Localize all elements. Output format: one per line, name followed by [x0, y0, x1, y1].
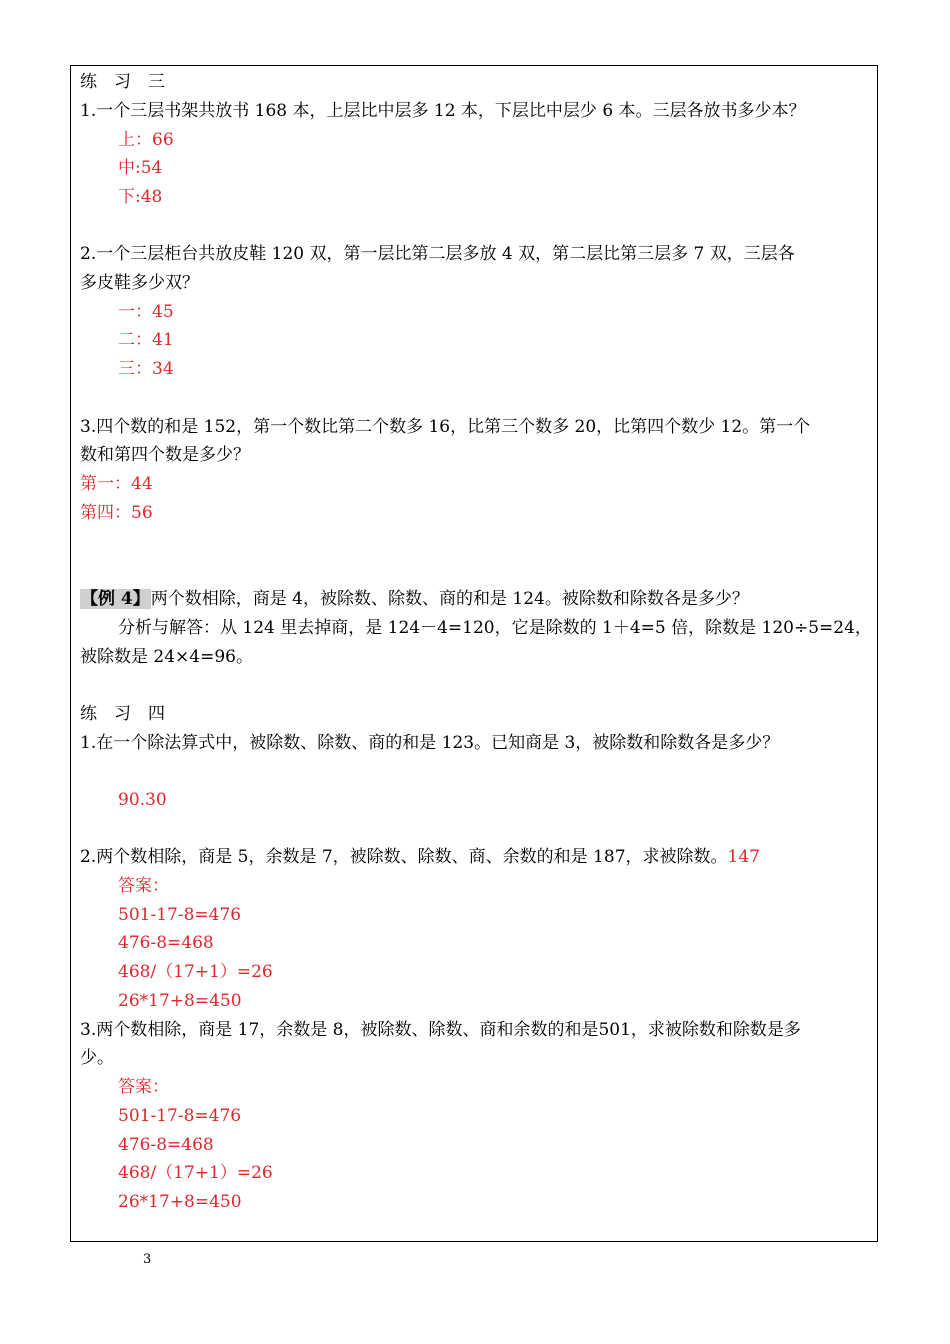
example-4-tag: 【例 4】 — [81, 589, 150, 609]
answer-3-2-first: 一：45 — [118, 302, 174, 322]
section-title-practice-4: 练 习 四 — [80, 704, 165, 724]
answer-step-4-3-1: 501-17-8=476 — [118, 1106, 242, 1126]
section-title-practice-3: 练 习 三 — [80, 72, 165, 92]
answer-step-4-3-4: 26*17+8=450 — [118, 1192, 242, 1212]
answer-step-4-3-2: 476-8=468 — [118, 1135, 214, 1155]
question-3-3-line-2: 数和第四个数是多少？ — [80, 445, 250, 465]
answer-3-2-third: 三：34 — [118, 359, 174, 379]
answer-3-2-second: 二：41 — [118, 330, 174, 350]
answer-step-4-2-3: 468/（17+1）=26 — [118, 962, 273, 982]
answer-3-1-middle: 中:54 — [118, 158, 163, 178]
answer-step-4-2-2: 476-8=468 — [118, 933, 214, 953]
question-3-2-line-1: 2.一个三层柜台共放皮鞋 120 双，第一层比第二层多放 4 双，第二层比第三层多 7 双，三层各 — [80, 244, 795, 264]
answer-3-3-fourth: 第四：56 — [80, 503, 153, 523]
example-4-question — [80, 585, 875, 614]
question-4-3-line-1: 3.两个数相除，商是 17，余数是 8，被除数、除数、商和余数的和是501，求被除数和除数是多 — [80, 1020, 801, 1040]
question-3-2-line-2: 多皮鞋多少双？ — [80, 273, 199, 293]
answer-step-4-3-3: 468/（17+1）=26 — [118, 1163, 273, 1183]
question-4-2-text: 2.两个数相除，商是 5，余数是 7，被除数、除数、商、余数的和是 187，求被除数。 — [80, 847, 728, 867]
answer-3-1-bottom: 下:48 — [118, 187, 163, 207]
question-3-3-line-1: 3.四个数的和是 152，第一个数比第二个数多 16，比第三个数多 20，比第四个数少 12。第一个 — [80, 417, 811, 437]
question-3-1: 1.一个三层书架共放书 168 本，上层比中层多 12 本，下层比中层少 6 本。三层各放书多少本？ — [80, 101, 806, 121]
example-4-analysis-line-2: 被除数是 24×4=96。 — [80, 647, 253, 667]
example-4-text: 两个数相除，商是 4，被除数、除数、商的和是 124。被除数和除数各是多少？ — [150, 589, 749, 609]
question-4-1: 1.在一个除法算式中，被除数、除数、商的和是 123。已知商是 3，被除数和除数各是多少？ — [80, 733, 780, 753]
answer-3-1-top: 上：66 — [118, 130, 174, 150]
answer-label-4-2: 答案： — [118, 876, 169, 896]
page-number: 3 — [143, 1252, 152, 1267]
answer-4-2-inline: 147 — [727, 847, 760, 867]
answer-label-4-3: 答案： — [118, 1077, 169, 1097]
answer-3-3-first: 第一：44 — [80, 474, 153, 494]
question-4-3-line-2: 少。 — [80, 1048, 114, 1068]
answer-step-4-2-4: 26*17+8=450 — [118, 991, 242, 1011]
example-4-analysis-line-1: 分析与解答：从 124 里去掉商，是 124－4=120，它是除数的 1＋4=5 倍，除数是 120÷5=24， — [118, 618, 872, 638]
answer-4-1: 90.30 — [118, 790, 167, 810]
answer-step-4-2-1: 501-17-8=476 — [118, 905, 242, 925]
question-4-2 — [80, 843, 875, 872]
